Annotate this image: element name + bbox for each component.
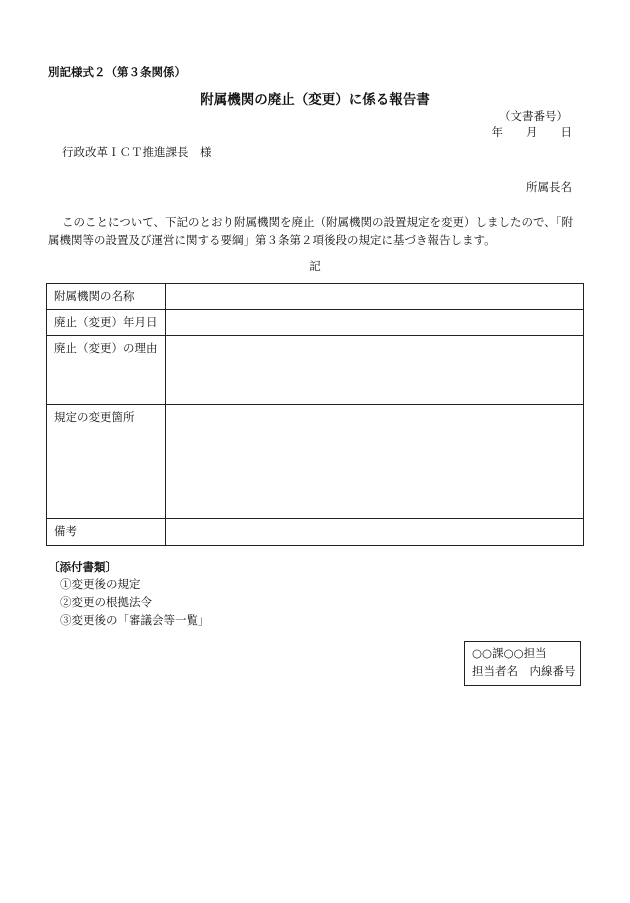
form-label: 別記様式２（第３条関係） <box>48 65 186 79</box>
report-table <box>46 283 584 546</box>
table-value-cell <box>166 310 584 336</box>
attachments-list <box>60 575 210 629</box>
body-text-line: このことについて、下記のとおり附属機関を廃止（附属機関の設置規定を変更）しましたので、「附 <box>62 215 574 229</box>
table-label-cell: 廃止（変更）の理由 <box>47 336 166 405</box>
contact-department: ○○課○○担当 <box>472 646 547 660</box>
table-row <box>47 310 584 336</box>
table-label-cell: 規定の変更箇所 <box>47 405 166 519</box>
table-row <box>47 284 584 310</box>
table-row <box>47 405 584 519</box>
table-label-cell: 備考 <box>47 519 166 546</box>
document-title: 附属機関の廃止（変更）に係る報告書 <box>200 92 430 108</box>
table-label-cell: 附属機関の名称 <box>47 284 166 310</box>
table-label-cell: 廃止（変更）年月日 <box>47 310 166 336</box>
ki-heading: 記 <box>309 259 321 273</box>
attachment-item: ③変更後の「審議会等一覧」 <box>60 613 210 627</box>
table-row <box>47 336 584 405</box>
addressee: 行政改革ＩＣＴ推進課長 様 <box>62 145 212 159</box>
date-line: 年 月 日 <box>491 125 572 139</box>
table-value-cell <box>166 519 584 546</box>
table-value-cell <box>166 336 584 405</box>
attachment-item: ②変更の根拠法令 <box>60 595 152 609</box>
table-value-cell <box>166 284 584 310</box>
contact-box <box>464 641 581 686</box>
table-value-cell <box>166 405 584 519</box>
table-row <box>47 519 584 546</box>
document-number: （文書番号） <box>499 109 568 123</box>
contact-person: 担当者名 内線番号 <box>472 664 576 678</box>
sender-name: 所属長名 <box>526 180 572 194</box>
attachments-heading: 〔添付書類〕 <box>48 560 117 574</box>
body-text-line: 属機関等の設置及び運営に関する要綱」第３条第２項後段の規定に基づき報告します。 <box>48 233 496 247</box>
attachment-item: ①変更後の規定 <box>60 577 141 591</box>
